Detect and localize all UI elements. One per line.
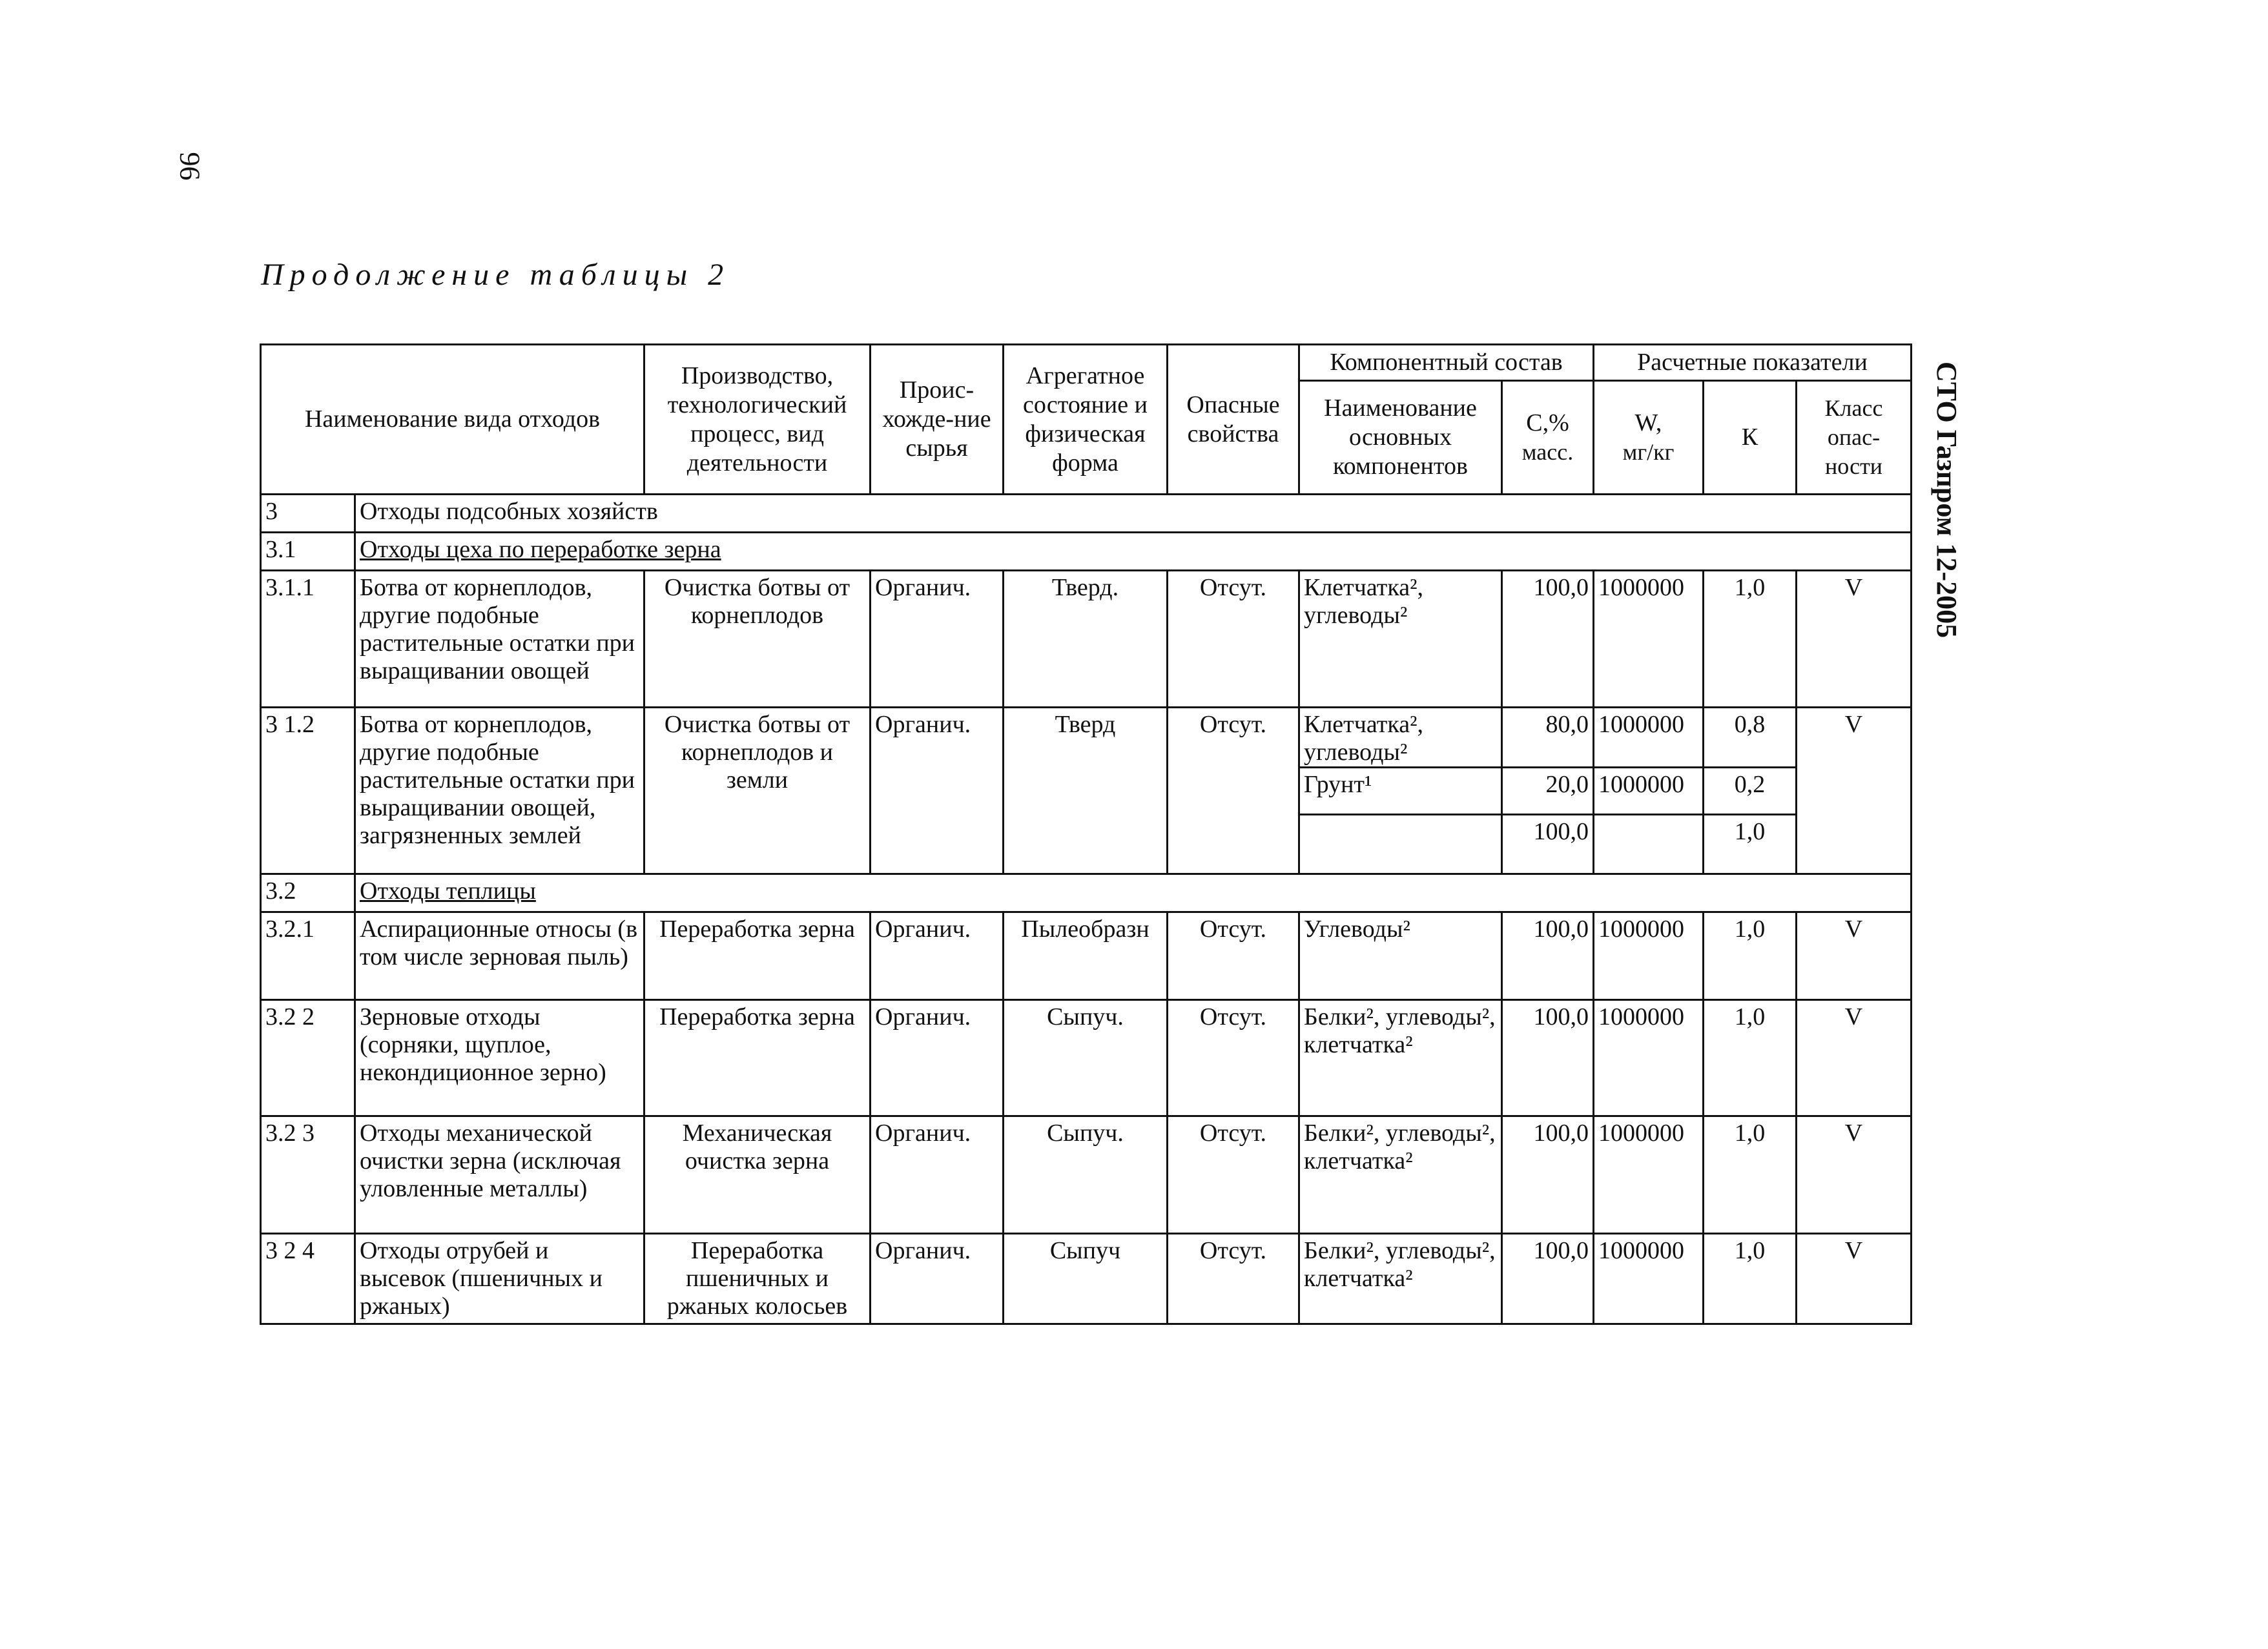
table-row — [261, 1116, 1912, 1234]
table-continuation-title: Продолжение таблицы 2 — [261, 258, 730, 292]
section-title: Отходы подсобных хозяйств — [355, 495, 1912, 533]
component-k: 1,0 — [1704, 814, 1795, 861]
row-class: V — [1797, 1116, 1912, 1234]
row-code: 3.2.1 — [261, 912, 355, 1000]
row-class: V — [1797, 571, 1912, 708]
section-row — [261, 533, 1912, 571]
table-row — [261, 571, 1912, 708]
row-c-value: 100,0 — [1502, 571, 1594, 708]
row-hazard: Отсут. — [1168, 1116, 1299, 1234]
row-code: 3.2 2 — [261, 1000, 355, 1116]
row-class: V — [1797, 1234, 1912, 1324]
component-c: 80,0 — [1545, 711, 1589, 738]
row-state: Тверд — [1004, 708, 1168, 874]
section-code: 3.2 — [261, 874, 355, 912]
row-hazard: Отсут. — [1168, 912, 1299, 1000]
component-c: 100,0 — [1503, 814, 1593, 861]
row-component-names — [1299, 708, 1502, 874]
row-c-value: 100,0 — [1502, 1000, 1594, 1116]
row-c-value: 100,0 — [1502, 912, 1594, 1000]
row-name: Зерновые отходы (сорняки, щуплое, некондиционное зерно) — [355, 1000, 644, 1116]
header-component-name: Наименование основных компонентов — [1299, 381, 1502, 495]
row-c-value: 100,0 — [1502, 1234, 1594, 1324]
row-class: V — [1797, 912, 1912, 1000]
row-production: Механическая очистка зерна — [644, 1116, 871, 1234]
section-code: 3.1 — [261, 533, 355, 571]
component-name: Клетчатка², углеводы² — [1304, 711, 1424, 766]
row-component-name: Клетчатка², углеводы² — [1299, 571, 1502, 708]
row-state: Тверд. — [1004, 571, 1168, 708]
row-class: V — [1797, 1000, 1912, 1116]
row-origin: Органич. — [871, 912, 1004, 1000]
row-c-value: 100,0 — [1502, 1116, 1594, 1234]
row-origin: Органич. — [871, 1116, 1004, 1234]
header-c-unit: масс. — [1521, 438, 1574, 465]
row-w-value: 1000000 — [1594, 912, 1704, 1000]
table-row — [261, 1234, 1912, 1324]
header-class: Класс опас-ности — [1797, 381, 1912, 495]
header-production: Производство, технологический процесс, вид деятельности — [644, 345, 871, 495]
row-origin: Органич. — [871, 1234, 1004, 1324]
waste-classification-table — [260, 343, 1912, 1325]
row-state: Пылеобразн — [1004, 912, 1168, 1000]
row-component-name: Углеводы² — [1299, 912, 1502, 1000]
row-component-name: Белки², углеводы², клетчатка² — [1299, 1000, 1502, 1116]
table-row — [261, 708, 1912, 874]
row-hazard: Отсут. — [1168, 1000, 1299, 1116]
component-c: 20,0 — [1503, 766, 1593, 814]
row-name: Аспирационные относы (в том числе зерновая пыль) — [355, 912, 644, 1000]
page-number: 96 — [174, 152, 206, 181]
table-row — [261, 912, 1912, 1000]
header-composition-group: Компонентный состав — [1299, 345, 1594, 381]
row-k-values — [1704, 708, 1797, 874]
row-name: Ботва от корнеплодов, другие подобные растительные остатки при выращивании овощей — [355, 571, 644, 708]
section-row — [261, 495, 1912, 533]
document-code: СТО Газпром 12-2005 — [1931, 362, 1963, 639]
header-origin: Проис-хожде-ние сырья — [871, 345, 1004, 495]
section-row — [261, 874, 1912, 912]
header-name: Наименование вида отходов — [261, 345, 644, 495]
row-w-value: 1000000 — [1594, 571, 1704, 708]
component-name — [1300, 814, 1501, 861]
row-state: Сыпуч. — [1004, 1116, 1168, 1234]
row-state: Сыпуч. — [1004, 1000, 1168, 1116]
component-name: Грунт¹ — [1300, 766, 1501, 814]
row-k-value: 1,0 — [1704, 1000, 1797, 1116]
header-w — [1594, 381, 1704, 495]
row-origin: Органич. — [871, 708, 1004, 874]
row-k-value: 1,0 — [1704, 1234, 1797, 1324]
component-w — [1594, 814, 1702, 861]
row-hazard: Отсут. — [1168, 1234, 1299, 1324]
row-production: Очистка ботвы от корнеплодов — [644, 571, 871, 708]
component-w: 1000000 — [1598, 711, 1684, 738]
table-row — [261, 1000, 1912, 1116]
section-code: 3 — [261, 495, 355, 533]
row-production: Переработка зерна — [644, 1000, 871, 1116]
row-hazard: Отсут. — [1168, 708, 1299, 874]
header-w-label: W, — [1634, 409, 1662, 436]
table-header — [261, 345, 1912, 495]
row-component-name: Белки², углеводы², клетчатка² — [1299, 1234, 1502, 1324]
component-w: 1000000 — [1594, 766, 1702, 814]
row-code: 3.2 3 — [261, 1116, 355, 1234]
row-code: 3 1.2 — [261, 708, 355, 874]
header-calc-group: Расчетные показатели — [1594, 345, 1912, 381]
row-w-value: 1000000 — [1594, 1000, 1704, 1116]
header-c-label: С,% — [1526, 409, 1569, 436]
row-state: Сыпуч — [1004, 1234, 1168, 1324]
row-production: Переработка зерна — [644, 912, 871, 1000]
header-k: К — [1704, 381, 1797, 495]
row-hazard: Отсут. — [1168, 571, 1299, 708]
component-k: 0,2 — [1704, 766, 1795, 814]
row-w-value: 1000000 — [1594, 1116, 1704, 1234]
row-name: Ботва от корнеплодов, другие подобные растительные остатки при выращивании овощей, загрязненных землей — [355, 708, 644, 874]
row-code: 3.1.1 — [261, 571, 355, 708]
row-component-name: Белки², углеводы², клетчатка² — [1299, 1116, 1502, 1234]
row-origin: Органич. — [871, 571, 1004, 708]
row-w-value: 1000000 — [1594, 1234, 1704, 1324]
row-k-value: 1,0 — [1704, 1116, 1797, 1234]
row-k-value: 1,0 — [1704, 571, 1797, 708]
row-k-value: 1,0 — [1704, 912, 1797, 1000]
header-w-unit: мг/кг — [1622, 438, 1675, 465]
row-c-values — [1502, 708, 1594, 874]
row-code: 3 2 4 — [261, 1234, 355, 1324]
section-title: Отходы цеха по переработке зерна — [355, 533, 1912, 571]
header-state: Агрегатное состояние и физическая форма — [1004, 345, 1168, 495]
row-name: Отходы отрубей и высевок (пшеничных и ржаных) — [355, 1234, 644, 1324]
row-name: Отходы механической очистки зерна (исключая уловленные металлы) — [355, 1116, 644, 1234]
row-production: Очистка ботвы от корнеплодов и земли — [644, 708, 871, 874]
row-production: Переработка пшеничных и ржаных колосьев — [644, 1234, 871, 1324]
row-origin: Органич. — [871, 1000, 1004, 1116]
header-c-percent — [1502, 381, 1594, 495]
row-w-values — [1594, 708, 1704, 874]
section-title: Отходы теплицы — [355, 874, 1912, 912]
header-hazard: Опасные свойства — [1168, 345, 1299, 495]
component-k: 0,8 — [1734, 711, 1766, 738]
row-class: V — [1797, 708, 1912, 874]
